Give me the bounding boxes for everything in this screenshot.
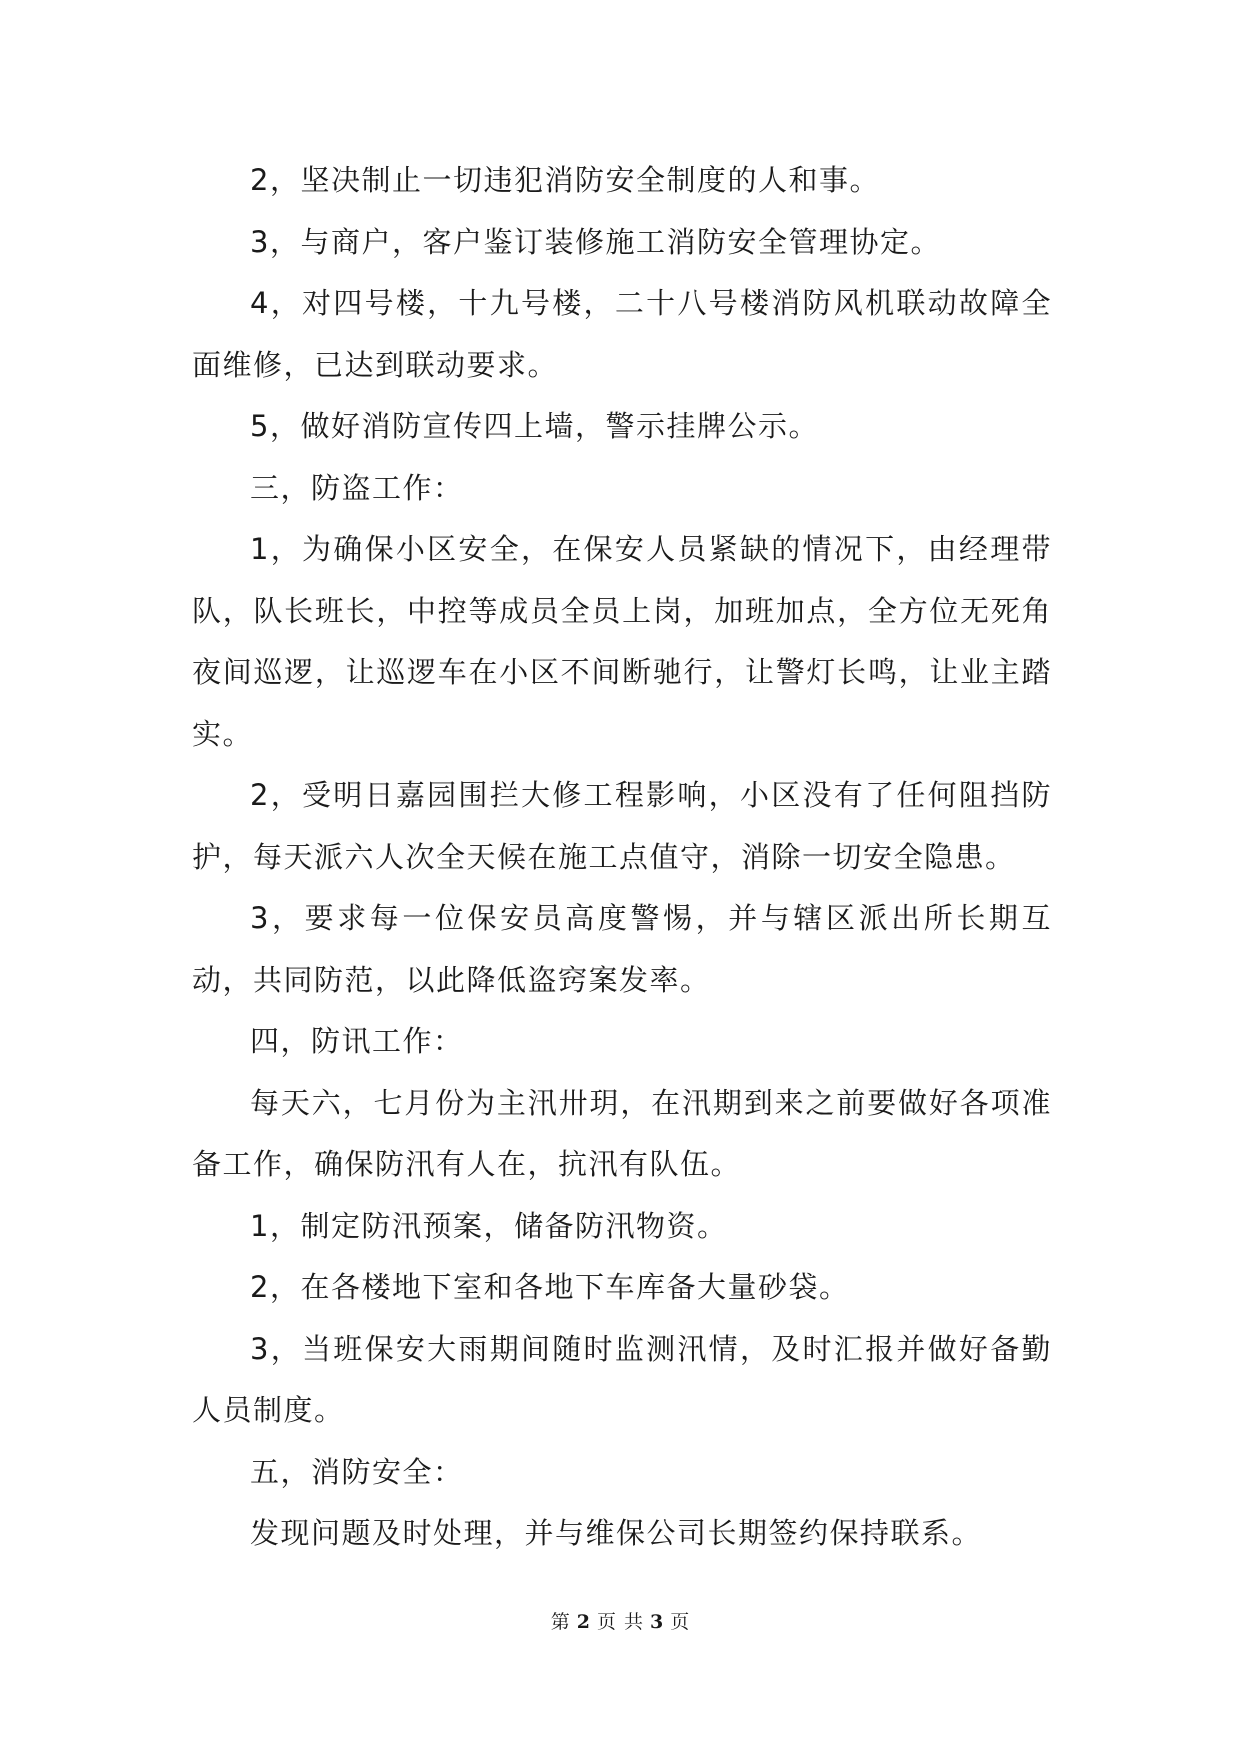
footer-suffix: 页 (670, 1611, 691, 1633)
page-footer (0, 1607, 1241, 1634)
paragraph-fire-item-4: 4，对四号楼，十九号楼，二十八号楼消防风机联动故障全面维修，已达到联动要求。 (192, 286, 1052, 382)
footer-total-pages: 3 (650, 1611, 665, 1633)
section-heading-fire-safety: 五，消防安全： (250, 1454, 464, 1489)
paragraph-flood-intro: 每天六，七月份为主汛卅玥，在汛期到来之前要做好各项准备工作，确保防汛有人在，抗汛有队伍。 (192, 1085, 1052, 1181)
document-body (192, 150, 1052, 1565)
footer-prefix: 第 (550, 1611, 571, 1633)
paragraph-theft-item-2: 2，受明日嘉园围拦大修工程影响，小区没有了任何阻挡防护，每天派六人次全天候在施工点值守，消除一切安全隐患。 (192, 778, 1052, 874)
paragraph-fire-item-5: 5，做好消防宣传四上墙，警示挂牌公示。 (250, 409, 819, 443)
paragraph-flood-item-1: 1，制定防汛预案，储备防汛物资。 (250, 1208, 728, 1243)
footer-current-page: 2 (576, 1611, 591, 1633)
paragraph-flood-item-3: 3，当班保安大雨期间随时监测汛情，及时汇报并做好备勤人员制度。 (192, 1331, 1052, 1427)
paragraph-fire-item-2: 2，坚决制止一切违犯消防安全制度的人和事。 (250, 163, 880, 197)
section-heading-anti-theft: 三，防盗工作： (250, 470, 464, 505)
paragraph-fire-item-3: 3，与商户，客户鉴订装修施工消防安全管理协定。 (250, 224, 941, 259)
footer-middle: 页 共 (596, 1611, 645, 1633)
paragraph-theft-item-3: 3，要求每一位保安员高度警惕，并与辖区派出所长期互动，共同防范，以此降低盗窍案发率。 (192, 901, 1052, 997)
section-heading-flood-prevention: 四，防讯工作： (250, 1024, 464, 1058)
paragraph-fire-safety-body: 发现问题及时处理，并与维保公司长期签约保持联系。 (250, 1516, 983, 1550)
paragraph-theft-item-1: 1，为确保小区安全，在保安人员紧缺的情况下，由经理带队，队长班长，中控等成员全员上岗，加班加点，全方位无死角夜间巡逻，让巡逻车在小区不间断驰行，让警灯长鸣，让业主踏实。 (192, 532, 1052, 751)
paragraph-flood-item-2: 2，在各楼地下室和各地下车库备大量砂袋。 (250, 1270, 850, 1304)
